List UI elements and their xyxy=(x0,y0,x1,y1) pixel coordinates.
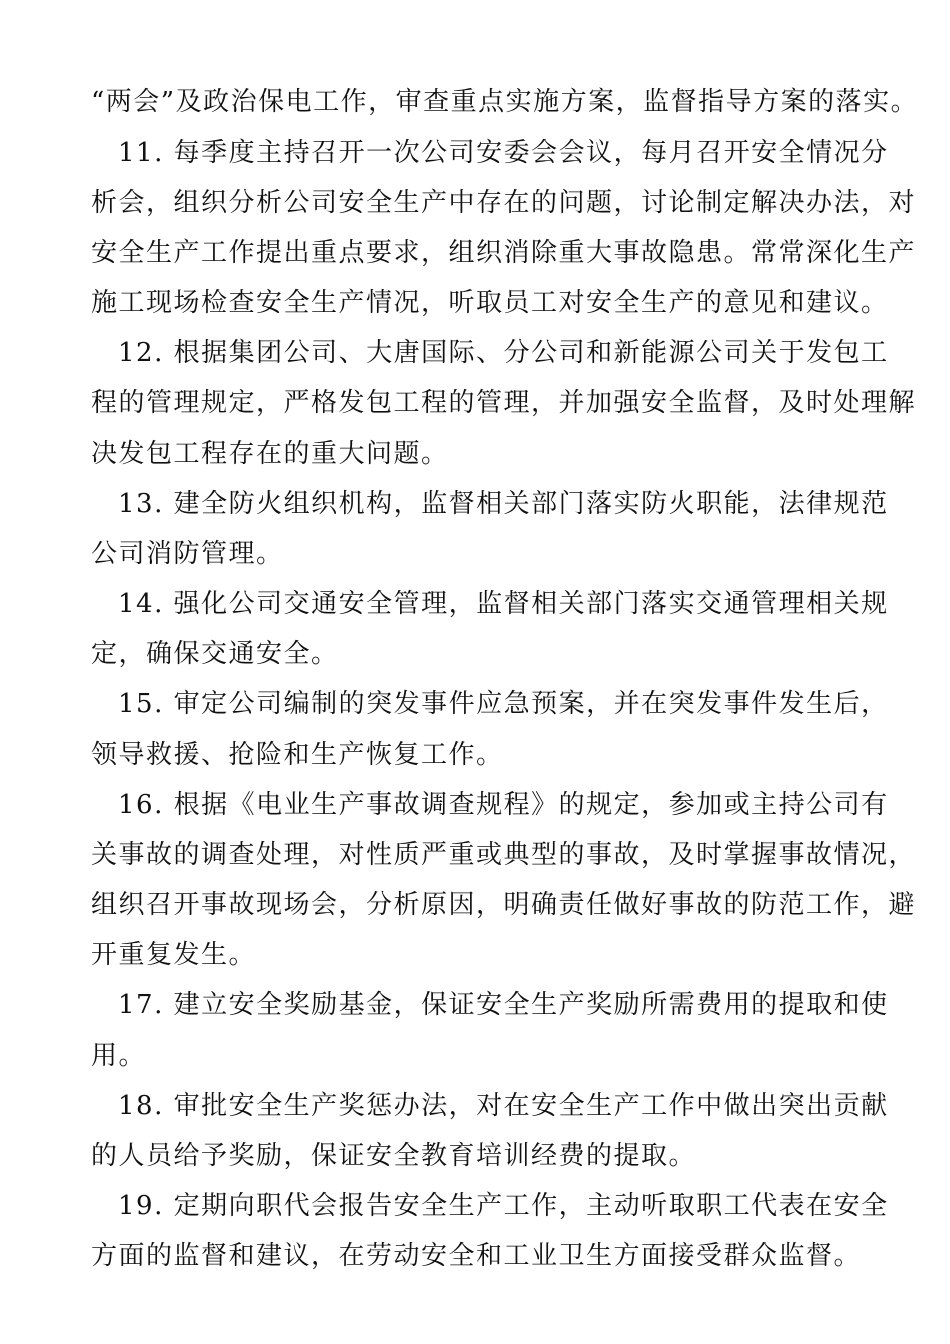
text-line: 用。 xyxy=(91,1041,147,1071)
text-line: 施工现场检查安全生产情况，听取员工对安全生产的意见和建议。 xyxy=(91,288,889,318)
text-line: 定，确保交通安全。 xyxy=(91,639,339,669)
text-line: 析会，组织分析公司安全生产中存在的问题，讨论制定解决办法，对 xyxy=(91,188,917,218)
text-line: 组织召开事故现场会，分析原因，明确责任做好事故的防范工作，避 xyxy=(91,890,917,920)
text-line: 程的管理规定，严格发包工程的管理，并加强安全监督，及时处理解 xyxy=(91,388,917,418)
text-line: 19. 定期向职代会报告安全生产工作，主动听取职工代表在安全 xyxy=(118,1191,889,1221)
text-line: 18. 审批安全生产奖惩办法，对在安全生产工作中做出突出贡献 xyxy=(118,1091,889,1121)
text-line: 17. 建立安全奖励基金，保证安全生产奖励所需费用的提取和使 xyxy=(118,990,889,1020)
text-line: 16. 根据《电业生产事故调查规程》的规定，参加或主持公司有 xyxy=(118,790,889,820)
text-line: 决发包工程存在的重大问题。 xyxy=(91,439,449,469)
text-line: 14. 强化公司交通安全管理，监督相关部门落实交通管理相关规 xyxy=(118,589,889,619)
text-line: 安全生产工作提出重点要求，组织消除重大事故隐患。常常深化生产 xyxy=(91,238,917,268)
text-line: 11. 每季度主持召开一次公司安委会会议，每月召开安全情况分 xyxy=(118,138,889,168)
text-line: 公司消防管理。 xyxy=(91,539,284,569)
text-line: 15. 审定公司编制的突发事件应急预案，并在突发事件发生后， xyxy=(118,689,889,719)
text-line: 方面的监督和建议，在劳动安全和工业卫生方面接受群众监督。 xyxy=(91,1241,862,1271)
text-line: 13. 建全防火组织机构，监督相关部门落实防火职能，法律规范 xyxy=(118,489,889,519)
text-line: 12. 根据集团公司、大唐国际、分公司和新能源公司关于发包工 xyxy=(118,338,889,368)
text-line: 领导救援、抢险和生产恢复工作。 xyxy=(91,740,504,770)
text-line: 开重复发生。 xyxy=(91,940,257,970)
text-line: 关事故的调查处理，对性质严重或典型的事故，及时掌握事故情况， xyxy=(91,840,917,870)
text-line: “两会”及政治保电工作，审查重点实施方案，监督指导方案的落实。 xyxy=(91,87,919,117)
text-line: 的人员给予奖励，保证安全教育培训经费的提取。 xyxy=(91,1141,697,1171)
